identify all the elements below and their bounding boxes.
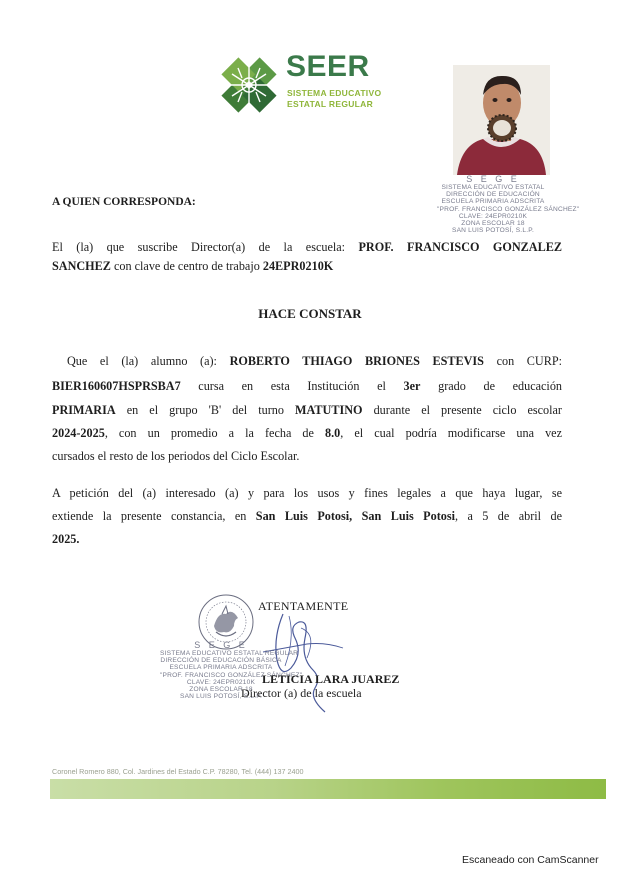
closing-line-2: extiende la presente constancia, en San Luis Potosi, San Luis Potosi, a 5 de abril de [52,509,562,523]
intro-line-1: El (la) que suscribe Director(a) de la escuela: PROF. FRANCISCO GONZALEZ [52,240,562,254]
sege-stamp-top [437,174,580,235]
body-line-3: PRIMARIA en el grupo 'B' del turno MATUTINO durante el presente ciclo escolar [52,403,562,417]
director-role: Director (a) de la escuela [241,686,362,700]
stamp-line: DIRECCIÓN DE EDUCACIÓN BÁSICA [160,657,282,665]
closing-line-3: 2025. [52,532,80,546]
footer-color-bar [50,779,606,799]
stamp-line: SAN LUIS POTOSÍ, S.L.P. [179,693,263,701]
atentamente-label: ATENTAMENTE [258,599,349,613]
stamp-line: "PROF. FRANCISCO GONZÁLEZ SÁNCHEZ" [160,671,303,679]
stamp-line: "PROF. FRANCISCO GONZÁLEZ SÁNCHEZ" [437,205,580,213]
body-line-5: cursados el resto de los periodos del Ciclo Escolar. [52,449,300,463]
closing-line-1: A petición del (a) interesado (a) y para los usos y fines legales a que haya lugar, se [52,486,562,500]
document-title: HACE CONSTAR [258,306,362,321]
body-line-1: Que el (la) alumno (a): ROBERTO THIAGO BRIONES ESTEVIS con CURP: [67,354,563,368]
stamp-line: CLAVE: 24EPR0210K [458,212,528,220]
stamp-line: SISTEMA EDUCATIVO ESTATAL [441,184,545,191]
footer-address: Coronel Romero 880, Col. Jardines del Estado C.P. 78280, Tel. (444) 137 2400 [52,767,304,776]
stamp-line: SISTEMA EDUCATIVO ESTATAL REGULAR [160,650,299,657]
stamp-line: DIRECCIÓN DE EDUCACIÓN [446,191,540,199]
intro-line-2: SANCHEZ con clave de centro de trabajo 24EPR0210K [52,259,334,273]
stamp-title: S E G E [194,640,248,650]
body-line-4: 2024-2025, con un promedio a la fecha de 8.0, el cual podría modificarse una vez [52,426,562,440]
director-name: LETICIA LARA JUAREZ [262,672,400,686]
brand-title: SEER [286,50,370,83]
stamp-line: CLAVE: 24EPR0210K [186,678,256,686]
seer-logo-icon [220,56,278,114]
greeting: A QUIEN CORRESPONDA: [52,196,196,208]
stamp-line: SAN LUIS POTOSÍ, S.L.P. [451,227,535,235]
stamp-line: ESCUELA PRIMARIA ADSCRITA [441,198,545,206]
stamp-line: ZONA ESCOLAR 18 [461,220,525,228]
brand-subtitle-2: ESTATAL REGULAR [287,99,374,109]
stamp-title: S E G E [466,174,520,184]
stamp-line: ZONA ESCOLAR 18 [189,686,253,694]
body-line-2: BIER160607HSPRSBA7 cursa en esta Institución el 3er grado de educación [52,379,563,393]
brand-subtitle-1: SISTEMA EDUCATIVO [287,88,382,98]
student-photo [453,65,550,175]
stamp-line: ESCUELA PRIMARIA ADSCRITA [169,664,273,672]
camscanner-watermark: Escaneado con CamScanner [462,854,599,866]
